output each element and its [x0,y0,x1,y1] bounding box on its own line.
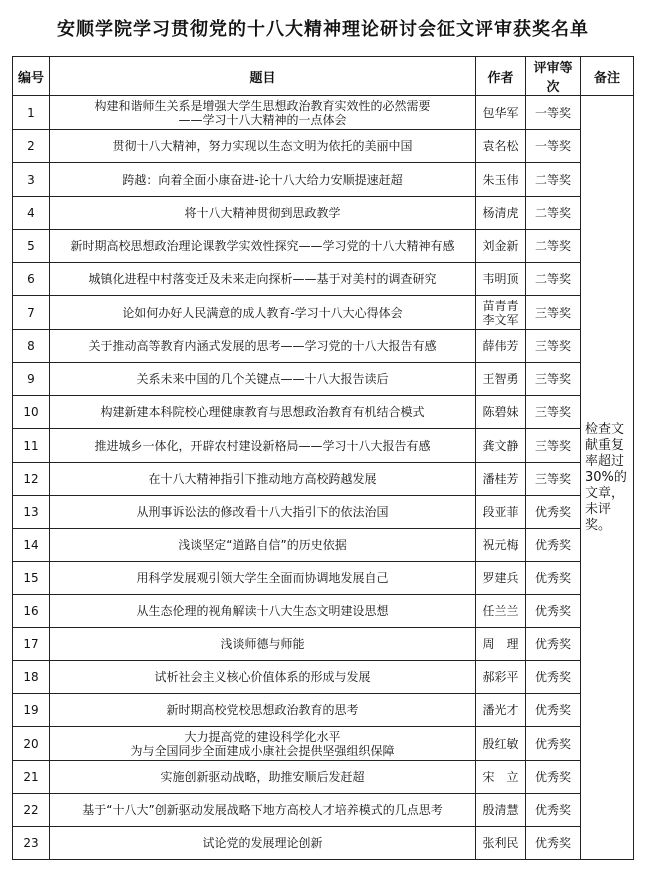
table-header-row [13,57,634,96]
cell-grade: 三等奖 [526,429,581,463]
cell-no: 1 [13,96,50,130]
cell-grade: 优秀奖 [526,595,581,628]
cell-no: 2 [13,130,50,163]
cell-author: 罗建兵 [476,562,526,595]
cell-no: 15 [13,562,50,595]
cell-grade: 三等奖 [526,330,581,363]
award-table [12,56,634,860]
cell-author: 宋 立 [476,761,526,794]
cell-topic: 将十八大精神贯彻到思政教学 [50,197,476,230]
table-row [13,96,634,130]
cell-no: 11 [13,429,50,463]
cell-grade: 优秀奖 [526,496,581,529]
cell-no: 7 [13,296,50,330]
cell-topic: 试论党的发展理论创新 [50,827,476,860]
cell-topic: 在十八大精神指引下推动地方高校跨越发展 [50,463,476,496]
cell-grade: 二等奖 [526,163,581,197]
cell-no: 12 [13,463,50,496]
table-row [13,562,634,595]
cell-author: 杨清虎 [476,197,526,230]
cell-topic: 从刑事诉讼法的修改看十八大指引下的依法治国 [50,496,476,529]
table-row [13,595,634,628]
cell-grade: 优秀奖 [526,529,581,562]
cell-grade: 优秀奖 [526,761,581,794]
table-row [13,330,634,363]
table-row [13,197,634,230]
cell-author: 祝元梅 [476,529,526,562]
cell-no: 17 [13,628,50,661]
cell-author: 龚文静 [476,429,526,463]
table-row [13,794,634,827]
cell-author: 张利民 [476,827,526,860]
table-row [13,529,634,562]
header-no: 编号 [13,57,50,96]
cell-author: 朱玉伟 [476,163,526,197]
table-row [13,694,634,727]
cell-grade: 优秀奖 [526,661,581,694]
cell-grade: 三等奖 [526,363,581,396]
cell-no: 3 [13,163,50,197]
cell-topic: 贯彻十八大精神，努力实现以生态文明为依托的美丽中国 [50,130,476,163]
cell-grade: 优秀奖 [526,794,581,827]
cell-topic: 关系未来中国的几个关键点——十八大报告读后 [50,363,476,396]
table-row [13,396,634,429]
cell-author: 潘桂芳 [476,463,526,496]
header-note: 备注 [581,57,634,96]
note-cell [581,96,634,860]
cell-topic: 跨越：向着全面小康奋进-论十八大给力安顺提速赶超 [50,163,476,197]
cell-grade: 优秀奖 [526,827,581,860]
cell-grade: 三等奖 [526,463,581,496]
cell-grade: 优秀奖 [526,694,581,727]
cell-no: 23 [13,827,50,860]
cell-topic: 浅谈师德与师能 [50,628,476,661]
cell-topic: 推进城乡一体化，开辟农村建设新格局——学习十八大报告有感 [50,429,476,463]
cell-grade: 二等奖 [526,197,581,230]
table-row [13,496,634,529]
cell-no: 21 [13,761,50,794]
cell-topic: 用科学发展观引领大学生全面而协调地发展自己 [50,562,476,595]
cell-topic: 城镇化进程中村落变迁及未来走向探析——基于对美村的调查研究 [50,263,476,296]
cell-no: 4 [13,197,50,230]
header-topic: 题目 [50,57,476,96]
cell-grade: 二等奖 [526,230,581,263]
table-row [13,363,634,396]
table-row [13,661,634,694]
table-row [13,628,634,661]
cell-author: 王智勇 [476,363,526,396]
cell-author: 苗青青 李文军 [476,296,526,330]
cell-grade: 一等奖 [526,130,581,163]
cell-topic: 关于推动高等教育内涵式发展的思考——学习党的十八大报告有感 [50,330,476,363]
cell-author: 任兰兰 [476,595,526,628]
cell-no: 20 [13,727,50,761]
header-author: 作者 [476,57,526,96]
cell-author: 潘光才 [476,694,526,727]
cell-no: 6 [13,263,50,296]
cell-author: 段亚菲 [476,496,526,529]
table-body [13,96,634,860]
cell-author: 周 理 [476,628,526,661]
cell-grade: 二等奖 [526,263,581,296]
table-row [13,296,634,330]
cell-grade: 优秀奖 [526,628,581,661]
cell-no: 10 [13,396,50,429]
cell-author: 韦明顶 [476,263,526,296]
cell-topic: 构建和谐师生关系是增强大学生思想政治教育实效性的必然需要 ——学习十八大精神的一点体会 [50,96,476,130]
table-row [13,263,634,296]
cell-author: 包华军 [476,96,526,130]
cell-author: 殷红敏 [476,727,526,761]
cell-grade: 优秀奖 [526,727,581,761]
cell-no: 5 [13,230,50,263]
table-row [13,727,634,761]
cell-no: 22 [13,794,50,827]
cell-no: 16 [13,595,50,628]
table-row [13,761,634,794]
cell-grade: 优秀奖 [526,562,581,595]
note-text: 检查文献重复率超过30%的文章，未评奖。 [585,421,627,533]
table-row [13,230,634,263]
cell-topic: 基于“十八大”创新驱动发展战略下地方高校人才培养模式的几点思考 [50,794,476,827]
cell-topic: 新时期高校党校思想政治教育的思考 [50,694,476,727]
cell-grade: 一等奖 [526,96,581,130]
cell-topic: 构建新建本科院校心理健康教育与思想政治教育有机结合模式 [50,396,476,429]
cell-topic: 从生态伦理的视角解读十八大生态文明建设思想 [50,595,476,628]
cell-topic: 浅谈坚定“道路自信”的历史依据 [50,529,476,562]
table-row [13,827,634,860]
cell-author: 殷清慧 [476,794,526,827]
header-grade: 评审等次 [526,57,581,96]
cell-author: 刘金新 [476,230,526,263]
cell-topic: 试析社会主义核心价值体系的形成与发展 [50,661,476,694]
table-row [13,163,634,197]
cell-no: 8 [13,330,50,363]
table-row [13,463,634,496]
cell-author: 袁名松 [476,130,526,163]
cell-topic: 大力提高党的建设科学化水平 为与全国同步全面建成小康社会提供坚强组织保障 [50,727,476,761]
cell-topic: 实施创新驱动战略，助推安顺后发赶超 [50,761,476,794]
cell-no: 9 [13,363,50,396]
cell-topic: 新时期高校思想政治理论课教学实效性探究——学习党的十八大精神有感 [50,230,476,263]
cell-grade: 三等奖 [526,296,581,330]
cell-author: 郝彩平 [476,661,526,694]
cell-no: 18 [13,661,50,694]
table-row [13,130,634,163]
cell-grade: 三等奖 [526,396,581,429]
cell-no: 13 [13,496,50,529]
cell-no: 19 [13,694,50,727]
cell-author: 陈碧妹 [476,396,526,429]
cell-no: 14 [13,529,50,562]
page-title: 安顺学院学习贯彻党的十八大精神理论研讨会征文评审获奖名单 [57,19,589,40]
cell-topic: 论如何办好人民满意的成人教育-学习十八大心得体会 [50,296,476,330]
table-row [13,429,634,463]
cell-author: 薛伟芳 [476,330,526,363]
